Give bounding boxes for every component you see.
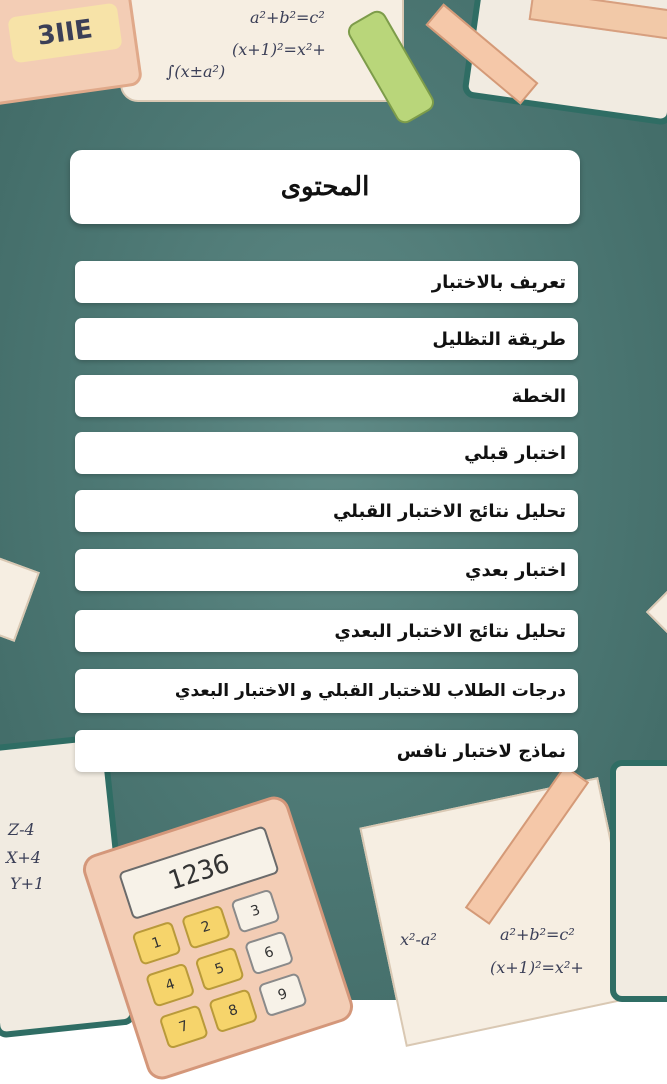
- calc-key: 4: [145, 962, 195, 1007]
- menu-item-label: اختبار قبلي: [464, 442, 566, 464]
- calc-key: 5: [194, 946, 244, 991]
- formula-9: Y+1: [10, 874, 45, 893]
- calculator-display: 1236: [118, 825, 280, 920]
- formula-4: a²+b²=c²: [500, 925, 575, 944]
- formula-2: (x+1)²=x²+: [232, 40, 326, 59]
- menu-item-test-definition[interactable]: [75, 261, 578, 303]
- menu-item-label: نماذج لاختبار نافس: [396, 740, 566, 762]
- bottom-paper-sheet: [359, 777, 644, 1047]
- bottom-right-board: [610, 760, 667, 1002]
- calc-key: 2: [181, 905, 231, 950]
- menu-item-label: الخطة: [511, 385, 566, 407]
- menu-item-label: تحليل نتائج الاختبار البعدي: [334, 620, 566, 642]
- calc-key: 3: [230, 888, 280, 933]
- formula-8: X+4: [6, 848, 41, 867]
- formula-7: Z-4: [8, 820, 35, 839]
- menu-item-label: تعريف بالاختبار: [431, 271, 566, 293]
- menu-item-pretest[interactable]: [75, 432, 578, 474]
- title-card: [70, 150, 580, 224]
- menu-item-label: طريقة التظليل: [432, 328, 566, 350]
- calc-key: 1: [131, 921, 181, 966]
- menu-item-label: درجات الطلاب للاختبار القبلي و الاختبار البعدي: [174, 681, 566, 701]
- menu-item-student-grades[interactable]: [75, 669, 578, 713]
- menu-item-label: تحليل نتائج الاختبار القبلي: [332, 500, 566, 522]
- menu-item-shading-method[interactable]: [75, 318, 578, 360]
- formula-1: a²+b²=c²: [250, 8, 325, 27]
- formula-5: x²-a²: [400, 930, 437, 949]
- calc-key: 9: [257, 972, 307, 1017]
- menu-item-pretest-analysis[interactable]: [75, 490, 578, 532]
- menu-item-plan[interactable]: [75, 375, 578, 417]
- page-title: المحتوى: [280, 172, 370, 202]
- menu-item-posttest[interactable]: [75, 549, 578, 591]
- sign-text: 3IIE: [35, 14, 95, 52]
- calc-key: 6: [244, 930, 294, 975]
- formula-6: (x+1)²=x²+: [490, 958, 584, 977]
- calc-key: 8: [208, 988, 258, 1033]
- formula-3: ∫(x±a²): [166, 62, 226, 81]
- menu-item-nafes-samples[interactable]: [75, 730, 578, 772]
- menu-item-label: اختبار بعدي: [464, 559, 566, 581]
- calc-key: 7: [159, 1004, 209, 1049]
- menu-item-posttest-analysis[interactable]: [75, 610, 578, 652]
